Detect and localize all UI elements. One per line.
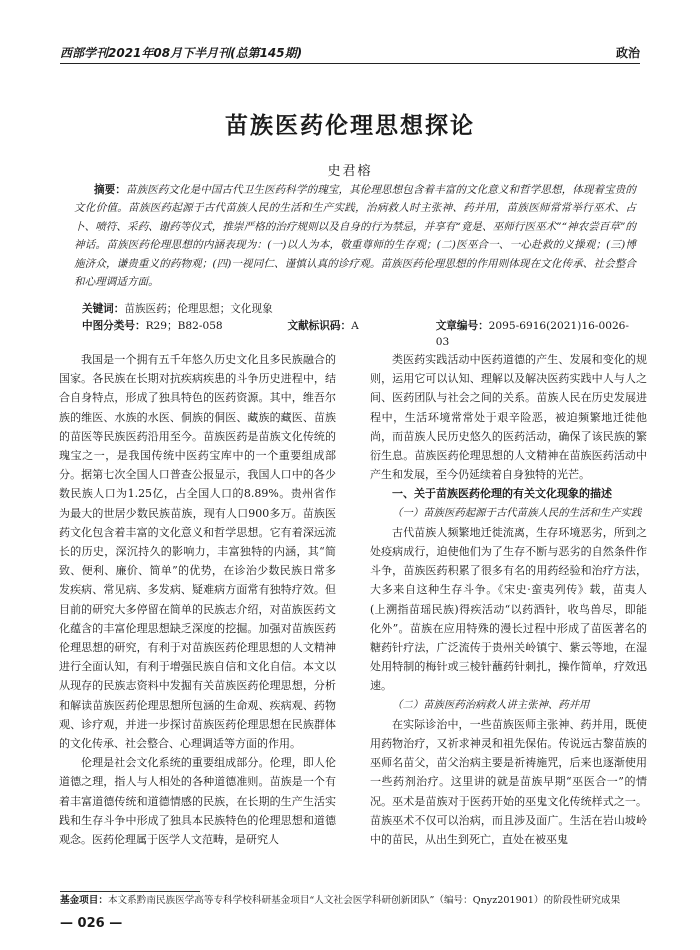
body-column-right: [370, 350, 647, 849]
abstract: [74, 181, 636, 291]
clc-value: R29；B82-058: [145, 320, 223, 332]
footnote-rule: [60, 891, 200, 892]
article-value: 2095-6916(2021)16-0026-03: [435, 320, 629, 348]
body-column-left: [59, 350, 336, 849]
body-paragraph: 伦理是社会文化系统的重要组成部分。伦理，即人伦道德之理，指人与人相处的各种道德准则。苗族是一个有着丰富道德传统和道德情感的民族，在长期的生产生活实践和生存斗争中形成了独具本民族特色的伦理思想和道德观念。医药伦理属于医学人文范畴，是研究人: [59, 756, 336, 847]
abstract-label: 摘要：: [94, 184, 126, 196]
doc-value: A: [351, 320, 359, 332]
keywords: [82, 301, 640, 317]
funding-text: 本文系黔南民族医学高等专科学校科研基金项目“人文社会医学科研创新团队”（编号：Qnyz201901）的阶段性研究成果: [107, 895, 621, 906]
classification-meta: [82, 318, 640, 350]
body-paragraph: 我国是一个拥有五千年悠久历史文化且多民族融合的国家。各民族在长期对抗疾病疾患的斗争历史进程中，结合自身特点，形成了独具特色的医药资源。其中，维吾尔族的维医、水族的水医、侗族的侗医、藏族的藏医、苗族的苗医等民族医药沿用至今。苗族医药是苗族文化传统的瑰宝之一，是我国传统中医药宝库中的一个重要组成部分。据第七次全国人口普查公报显示，我国人口中的各少数民族人口为1.25亿，占全国人口的8.89%。贵州省作为最大的世居少数民族苗族，现有人口900多万。苗族医药文化包含着丰富的文化意义和哲学思想。它有着深远流长的历史，深沉持久的影响力，丰富独特的内涵，其“简致、便利、廉价、简单”的优势，在诊治少数民族日常多发疾病、常见病、多发病、疑难病方面常有独特疗效。但目前的研究大多停留在简单的民族志介绍，对苗族医药文化蕴含的丰富伦理思想缺乏深度的挖掘。加强对苗族医药伦理思想的研究，有利于对苗族医药伦理思想的人文精神进行全面认知，有利于增强民族自信和文化自信。本文以从现存的民族志资料中发掘有关苗族医药伦理思想，分析和解读苗族医药伦理思想所包涵的生命观、疾病观、药物观、诊疗观，并进一步探讨苗族医药伦理思想在民族群体的文化传承、社会整合、心理调适等方面的作用。: [59, 353, 336, 751]
doc-label: 文献标识码：: [287, 320, 352, 332]
funding-label: 基金项目：: [60, 895, 108, 906]
abstract-text: 苗族医药文化是中国古代卫生医药科学的瑰宝，其伦理思想包含着丰富的文化意义和哲学思想，体现着宝贵的文化价值。苗族医药起源于古代苗族人民的生活和生产实践，治病救人时主张神、药并用，苗族医师常常举行巫术、占卜、喷符、采药、谢药等仪式，推崇严格的治疗规则以及自身的行为禁忌，并享有“竟是、巫师行医巫术”“神农尝百草”的神话。苗族医药伦理思想的内涵表现为：(一)以人为本，敬重尊师的生存观；(二)医巫合一、一心赴救的义操观；(三)博施济众，谦贵重义的药物观；(四)一视同仁、谨慎认真的诊疗观。苗族医药伦理思想的作用则体现在文化传承、社会整合和心理调适方面。: [74, 184, 637, 289]
article-number: [436, 318, 640, 350]
body-paragraph: 类医药实践活动中医药道德的产生、发展和变化的规则，运用它可以认知、理解以及解决医药实践中人与人之间、医药团队与社会之间的关系。苗族人民在历史发展进程中，生活环境常常处于艰辛险恶，被迫频繁地迁徙他尚，而苗族人民历史悠久的医药活动，确保了该民族的繁衍生息。苗族医药伦理思想的人文精神在苗族医药活动中产生和发展，至今仍延续着自身独特的光芒。: [370, 353, 647, 482]
header-rule: [60, 63, 640, 64]
document-code: [288, 318, 436, 350]
subsection-heading: （二）苗族医药治病救人讲主张神、药并用: [392, 698, 590, 711]
keywords-text: 苗族医药；伦理思想；文化现象: [124, 303, 273, 315]
subsection-heading: （一）苗族医药起源于古代苗族人民的生活和生产实践: [392, 506, 642, 519]
section-heading: 一、关于苗族医药伦理的有关文化现象的描述: [392, 487, 612, 501]
body-paragraph: 古代苗族人频繁地迁徙流离，生存环境恶劣，所到之处疫病成行，迫使他们为了生存不断与恶劣的自然条件作斗争，苗族医药积累了很多有名的用药经验和治疗方法，大多来自这种生存斗争。《宋史·蛮夷列传》载，苗夷人(上溯指苗瑶民族)得疾活动“以药酒针，收鸟兽尽，即能化外”。苗族在应用特殊的漫长过程中形成了苗医著名的糖药针疗法，广泛流传于贵州关岭镇宁、紫云等地，在湿处用特制的梅针或三棱针蘸药针刺扎，操作简单，疗效迅速。: [370, 525, 647, 693]
clc-label: 中图分类号：: [82, 320, 146, 332]
article-title: 苗族医药伦理思想探论: [225, 113, 475, 139]
journal-issue: 西部学刊2021年08月下半月刊(总第145期): [60, 46, 303, 60]
funding-footnote: [60, 894, 640, 908]
article-label: 文章编号：: [435, 320, 489, 332]
running-head: [60, 44, 640, 61]
keywords-label: 关键词：: [82, 303, 125, 315]
section-name: 政治: [615, 46, 640, 60]
body-paragraph: 在实际诊治中，一些苗族医师主张神、药并用，既使用药物治疗，又祈求神灵和祖先保佑。传说远古黎苗族的巫师名苗父，苗父治病主要是祈祷施咒，后来也逐渐使用一些药剂治疗。这里讲的就是苗族早期“巫医合一”的情况。巫术是苗族对于医药开始的巫鬼文化传统样式之一。苗族巫术不仅可以治病，而且涉及面广。生活在岩山坡岭中的苗民，从出生到死亡，直处在被巫鬼: [370, 717, 647, 847]
page-number: — 026 —: [60, 916, 123, 931]
clc-number: [82, 318, 288, 350]
author-name: 史君榕: [327, 164, 373, 179]
